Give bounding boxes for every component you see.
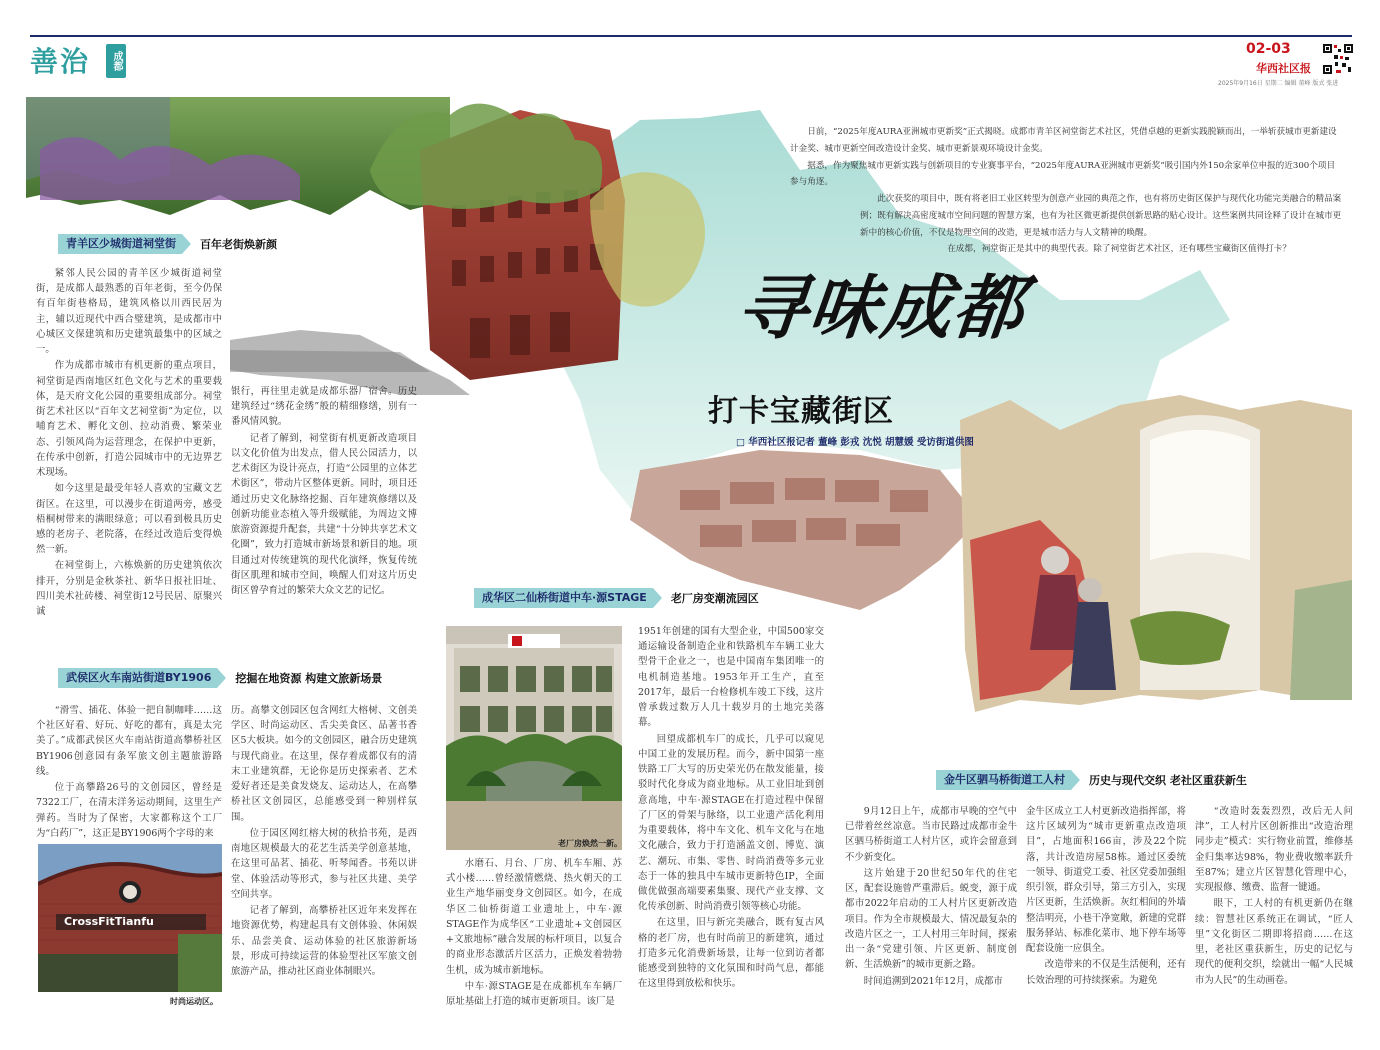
paragraph: 时间追溯到2021年12月，成都市 — [863, 975, 1003, 987]
intro-paragraph: 在成都，祠堂街正是其中的典型代表。除了祠堂街艺术社区，还有哪些宝藏街区值得打卡？ — [947, 244, 1291, 255]
paragraph: 记者了解到，祠堂街有机更新改造项目以文化价值为出发点，借人民公园活力，以艺术街区为设计亮点，打造“公园里的立体艺术街区”，带动片区整体更新。同时，项目还通过历史文化脉络挖掘、百年建筑修缮以及创新功能业态植入等升级赋能，为周边文博旅游资源提升配套，共建“十分钟共享艺术文化圈”，致力打造城市新场景和新目的地。项目通过对传统建筑的现代化演绎，恢复传统街区肌理和城市空间，唤醒人们对这片历史街区曾孕育过的繁荣大众文艺的记忆。 — [231, 432, 417, 597]
intro-paragraph: 据悉，作为聚焦城市更新实践与创新项目的专业赛事平台，“2025年度AURA亚洲城市更新奖”吸引国内外150余家单位申报的近300个项目参与角逐。 — [790, 160, 1336, 188]
paragraph: 1951年创建的国有大型企业，中国500家交通运输设备制造企业和铁路机车车辆工业大型骨干企业之一，也是中国南车集团唯一的电机制造基地。1953年开工生产，直至2017年，最后一台检修机车竣工下线，这片曾承载过数万人几十载岁月的土地完美落幕。 — [638, 626, 824, 729]
section-tag: 金牛区驷马桥街道工人村 — [936, 770, 1071, 790]
intro-text — [790, 124, 1343, 296]
section-tag: 成华区二仙桥街道中车·源STAGE — [474, 588, 653, 608]
section-subtitle: 挖掘在地资源 构建文旅新场景 — [235, 672, 383, 685]
sign-text: CrossFitTianfu — [64, 915, 154, 928]
article-column — [231, 703, 417, 1039]
paragraph: 在这里，旧与新完美融合，既有复古风格的老厂房，也有时尚前卫的新建筑，通过打造多元化消费新场景，让每一位到访者都能感受到独特的文化氛围和时尚气息，都能在这里得到放松和快乐。 — [638, 917, 824, 990]
date-line: 2025年9月16日 星期二 编辑 董峰 版式 张进 — [1218, 80, 1339, 87]
paragraph: 回望成都机车厂的成长，几乎可以窥见中国工业的发展历程。而今，新中国第一座铁路工厂大写的历史荣光仍在散发能量，接驳时代化身成为商业地标。从工业旧址到创意高地，中车·源STAGE在打造过程中保留了厂区的骨架与脉络，以工业遗产活化利用为重要载体，将中车文化、机车文化与在地文化融合，致力于打造涵盖文创、博览、演艺、潮玩、市集、零售、时尚消费等多元业态于一体的独具中车城市更新特色IP，全面做优做强高端要素集聚、现代产业支撑、文化传承创新、时尚消费引领等核心功能。 — [638, 733, 824, 913]
section-heading-by1906 — [58, 668, 382, 688]
paragraph: 中车·源STAGE是在成都机车车辆厂原址基础上打造的城市更新项目。该厂是 — [446, 980, 622, 1008]
paragraph: 改造带来的不仅是生活便利，还有长效治理的可持续探索。为避免 — [1026, 959, 1186, 986]
intro-paragraph: 日前，“2025年度AURA亚洲城市更新奖”正式揭晓。成都市青羊区祠堂街艺术社区，凭借卓越的更新实践脱颖而出，一举斩获城市更新建设计金奖、城市更新空间改造设计金奖、城市更新景观环境设计金奖。 — [790, 127, 1337, 154]
paragraph: 位于高攀路26号的文创园区，曾经是7322工厂，在清末洋务运动期间，这里生产弹药。当时为了保密，大家都称这个工厂为“白药厂”，这正是BY1906两个字母的来 — [36, 782, 222, 839]
photo-old-factory — [446, 626, 622, 850]
section-heading-citang — [58, 234, 277, 254]
paragraph: 银行，再往里走就是成都乐器厂宿舍。历史建筑经过“绣花金绣”般的精细修缮，别有一番风情风貌。 — [231, 386, 417, 428]
section-tag: 青羊区少城街道祠堂街 — [58, 234, 182, 254]
paragraph: “改造时轰轰烈烈，改后无人问津”，工人村片区创新推出“改造治理同步走”模式：实行物业前置，维修基金归集率达98%，物业费收缴率跃升至87%；建立片区智慧化管理中心，实现报修、缴费、监督一键通。 — [1195, 806, 1353, 894]
article-column — [1026, 804, 1186, 1040]
brand-name: 华西社区报 — [1256, 62, 1311, 75]
paragraph: 记者了解到，高攀桥社区近年来发挥在地资源优势，构建起具有文创体验、休闲娱乐、品尝美食、运动体验的社区旅游新场景，形成可持续运营的体验型社区军旅文创旅游产品，推动社区商业体制眼兴。 — [231, 905, 417, 977]
photo-caption: 老厂房焕然一新。 — [558, 838, 622, 848]
article-column — [446, 856, 622, 1040]
section-tag: 武侯区火车南站街道BY1906 — [58, 668, 217, 688]
paragraph: 作为成都市城市有机更新的重点项目，祠堂街是西南地区红色文化与艺术的重要载体，是天府文化公园的重要组成部分。祠堂街艺术社区以“百年文艺祠堂街”为定位，以哺育艺术、孵化文创、拉动消费、繁荣业态、引领风尚为运营理念，在保护中更新，在传承中创新，打造公园城市中的无边界艺术现场。 — [36, 360, 222, 479]
paragraph: 眼下，工人村的有机更新仍在继续：智慧社区系统正在调试，“匠人里”文化街区二期即将招商……在这里，老社区重获新生，历史的记忆与现代的便利交织，绘就出一幅“人民城市为人民”的生动画卷。 — [1195, 898, 1353, 986]
photo-caption: 时尚运动区。 — [170, 996, 218, 1006]
article-column — [845, 804, 1017, 1040]
paragraph: 如今这里是最受年轻人喜欢的宝藏文艺街区。在这里，可以漫步在街道两旁，感受梧桐树带来的满眼绿意；可以看到极具历史感的老房子、老院落，在经过改造后变得焕然一新。 — [36, 483, 222, 556]
paragraph: 在祠堂街上，六栋焕新的历史建筑依次排开，分别是金秋茶社、新华日报社旧址、四川美术社砖楼、祠堂街12号民居、原聚兴诚 — [36, 560, 222, 618]
article-column — [1195, 804, 1353, 1040]
byline: □ 华西社区报记者 董峰 彭戎 沈悦 胡慧媛 受访街道供图 — [736, 437, 974, 448]
paragraph: “滑雪、插花、体验一把自制咖啡……这个社区好看、好玩、好吃的都有，真是太完美了。”成都武侯区火车南站街道高攀桥社区BY1906创意园有条军旅文创主题旅游路线。 — [36, 705, 222, 777]
intro-paragraph: 此次获奖的项目中，既有将老旧工业区转型为创意产业园的典范之作，也有将历史街区保护与现代化功能完美融合的精品案例；既有解决高密度城市空间问题的智慧方案，也有为社区微更新提供创新思路的贴心设计。这些案例共同诠释了设计在城市更新中的核心价值，不仅是物理空间的改造，更是城市活力与人文精神的唤醒。 — [860, 194, 1342, 238]
paragraph: 9月12日上午，成都市早晚的空气中已带着丝丝凉意。当市民路过成都市金牛区驷马桥街道工人村片区，或许会留意到不少新变化。 — [845, 806, 1017, 863]
section-heading-gongren — [936, 770, 1247, 790]
paragraph: 位于园区网红榕大树的秋拾书苑，是西南地区规模最大的花艺生活美学创意基地，在这里可品茗、插花、听琴闻香。书苑以讲堂、体验活动等形式，参与社区共建、美学空间共享。 — [231, 827, 417, 900]
masthead-subtitle: 打卡宝藏街区 — [708, 394, 894, 429]
section-subtitle: 百年老街焕新颜 — [200, 238, 277, 251]
paragraph: 历。高攀文创园区包含网红大榕树、文创美学区、时尚运动区、舌尖美食区、品著书香区5大板块。如今的文创园区，融合历史建筑与现代商业。在这里，保存着成都仅有的清末工业建筑群，无论你是历史探索者、艺术爱好者还是美食发烧友、运动达人，在高攀桥社区文创园区，总能感受到一种别样氛围。 — [231, 705, 417, 823]
section-subtitle: 老厂房变潮流园区 — [670, 592, 759, 605]
section-title: 善治 — [30, 45, 91, 78]
section-heading-zhongche — [474, 588, 759, 608]
article-column — [36, 703, 222, 839]
article-column — [638, 624, 824, 1040]
paragraph: 紧邻人民公园的青羊区少城街道祠堂街，是成都人最熟悉的百年老街，至今仍保有百年街巷格局，建筑风格以川西民居为主，辅以近现代中西合璧建筑，是成都市中心城区文保建筑和历史建筑最集中的区域之一。 — [36, 268, 222, 356]
section-subtitle: 历史与现代交织 老社区重获新生 — [1089, 774, 1247, 787]
masthead-title: 寻味成都 — [733, 266, 1030, 349]
article-column — [231, 384, 417, 646]
paragraph: 水磨石、月台、厂房、机车车厢、苏式小楼……曾经激情燃烧、热火朝天的工业生产地华丽变身文创园区。如今，在成华区二仙桥街道工业遗址上，中车·源STAGE作为成华区“工业遗址+文创园区+文旅地标”融合发展的标杆项目，以复合的商业形态激活片区活力，正焕发着勃勃生机，成为城市新地标。 — [446, 858, 622, 976]
paragraph: 这片始建于20世纪50年代的住宅区，配套设施曾严重滞后。蜕变，源于成都市2022年启动的工人村片区更新改造项目。作为全市规模最大、情况最复杂的改造片区之一，工人村用三年时间，探索出一条“党建引领、片区更新、制度创新、生活焕新”的城市更新之路。 — [845, 867, 1017, 971]
section-badge: 成都 — [106, 44, 126, 78]
photo-sports-area — [38, 844, 222, 992]
paragraph: 金牛区成立工人村更新改造指挥部，将这片区域列为“城市更新重点改造项目”，占地面积166亩，涉及22个院落，共计改造房屋58栋。通过区委统一领导、街道党工委、社区党委加强组织引领，群众引导，第三方引入，实现片区更新，生活焕新。灰红相间的外墙整洁明亮，小巷干净宽敞，新建的党群服务驿站、标准化菜市、地下停车场等配套设施一应俱全。 — [1026, 806, 1186, 955]
article-column — [36, 266, 222, 644]
page-number: 02-03 — [1246, 41, 1291, 57]
